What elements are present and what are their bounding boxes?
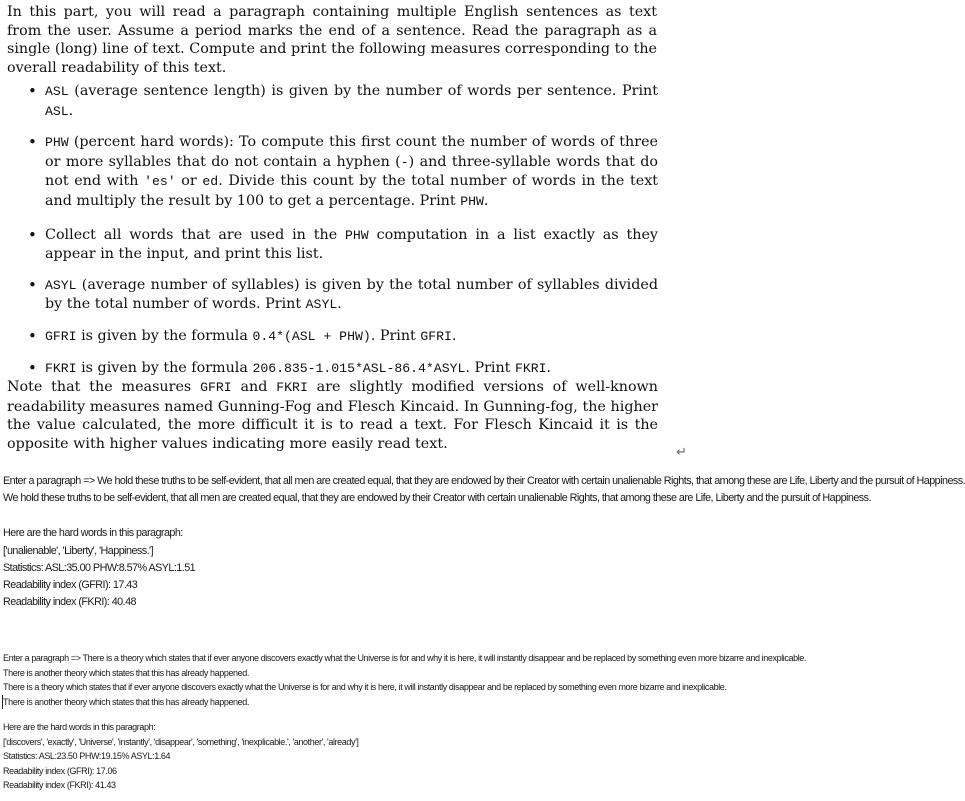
item-text: . [68,102,74,119]
code-term: ed [202,174,219,190]
item-text: . [451,327,457,344]
item-text: computation in a list exactly as they appear in the input, and print this list. [45,226,658,263]
measures-list [28,82,658,378]
code-term: FKRI [45,360,77,376]
console-prompt-line: There is another theory which states that this has already happened. [3,667,249,678]
gfri-line: Readability index (GFRI): 17.06 [3,765,117,776]
fkri-line: Readability index (FKRI): 41.43 [3,780,116,790]
list-item-gfri [28,327,658,347]
item-text: ) and three-syllable words that do not end with [45,153,658,190]
hard-words-header: Here are the hard words in this paragraph: [3,722,156,732]
item-text: . [483,192,489,209]
list-item-collect [28,226,658,264]
item-text: . Divide this count by the total number of words in the text and multiply the result by 100 to get a percentage. Print [45,173,659,209]
hard-words-list: ['unalienable', 'Liberty', 'Happiness.'] [3,544,154,557]
hard-words-list: ['discovers', 'exactly', 'Universe', 'instantly', 'disappear', 'something', 'inexplicable.', 'another', 'already'] [3,736,359,747]
console-prompt-line: Enter a paragraph => There is a theory which states that if ever anyone discovers exactly what the Universe is for and why it is here, it will instantly disappear and be replaced by something even more bizarre and inexplicable. [3,653,807,663]
formula: 206.835-1.015*ASL-86.4*ASYL [252,360,466,376]
console-output-1 [3,473,965,611]
code-term: GFRI [45,328,77,344]
item-text: . [337,296,342,313]
note-text: and [231,379,277,395]
code-term: FKRI [276,380,308,395]
statistics-line: Statistics: ASL:35.00 PHW:8.57% ASYL:1.51 [3,561,196,574]
gfri-line: Readability index (GFRI): 17.43 [3,579,138,592]
item-text: . Print [370,327,421,344]
code-term: PHW [460,193,484,209]
item-text: (average sentence length) is given by the number of words per sentence. Print [68,83,658,99]
code-term: ASL [45,103,69,119]
note-text: are slightly modified versions of well-known readability measures named Gunning-Fog and Flesch Kincaid. In Gunning-fog, the higher the value calculated, the more difficult it is to read a text. For Flesch Kincaid it is the opposite with higher values indicating more easily read text. [7,379,659,452]
console-echo-line: There is another theory which states that this has already happened. [2,695,761,710]
fkri-line: Readability index (FKRI): 40.48 [3,596,136,609]
item-text: (average number of syllables) is given by the total number of syllables divided by the total number of words. Print [45,276,658,313]
item-text: is given by the formula [76,327,253,344]
note-text: Note that the measures [7,379,201,395]
console-echo-line: There is a theory which states that if ever anyone discovers exactly what the Universe is for and why it is here, it will instantly disappear and be replaced by something even more bizarre and inexplicable. [3,682,727,692]
note-paragraph [7,378,658,453]
item-text: . Print [465,359,515,376]
list-item-asyl [28,276,658,315]
code-term: FKRI [514,360,547,376]
intro-paragraph: In this part, you will read a paragraph containing multiple English sentences as text from the user. Assume a period marks the end of a sentence. Read the paragraph as a single (long) line of text. Compute and print the following measures corresponding to the overall readability of this text. [7,4,657,76]
code-term: - [400,154,409,170]
code-term: ASL [45,84,69,99]
code-term: ASYL [305,297,338,313]
item-text: or [175,173,203,190]
code-term: 'es' [144,174,176,190]
hard-words-header: Here are the hard words in this paragraph: [3,527,183,540]
code-term: PHW [45,135,69,151]
item-text: is given by the formula [76,359,253,376]
console-output-2 [3,651,807,793]
console-prompt-line: Enter a paragraph => We hold these truths to be self-evident, that all men are created equal, that they are endowed by their Creator with certain unalienable Rights, that among these are Life, Liberty and the pursuit of Happiness. [3,475,965,487]
code-term: GFRI [420,328,452,344]
statistics-line: Statistics: ASL:23.50 PHW:19.15% ASYL:1.64 [3,751,171,761]
console-echo-line: We hold these truths to be self-evident, that all men are created equal, that they are endowed by their Creator with certain unalienable Rights, that among these are Life, Liberty and the pursuit of Happiness. [3,492,871,505]
list-item-phw [28,133,658,211]
formula: 0.4*(ASL + PHW) [252,328,371,344]
return-icon: ↵ [676,444,687,459]
code-term: GFRI [200,380,232,395]
list-item-asl [28,82,658,121]
code-term: PHW [345,227,369,243]
list-item-fkri [28,359,658,379]
code-term: ASYL [45,277,77,293]
item-text: (percent hard words): To compute this first count the number of words of three or more syllables that do not contain a hyphen ( [45,134,658,170]
item-text: Collect all words that are used in the [45,226,346,243]
item-text: . [546,359,552,376]
